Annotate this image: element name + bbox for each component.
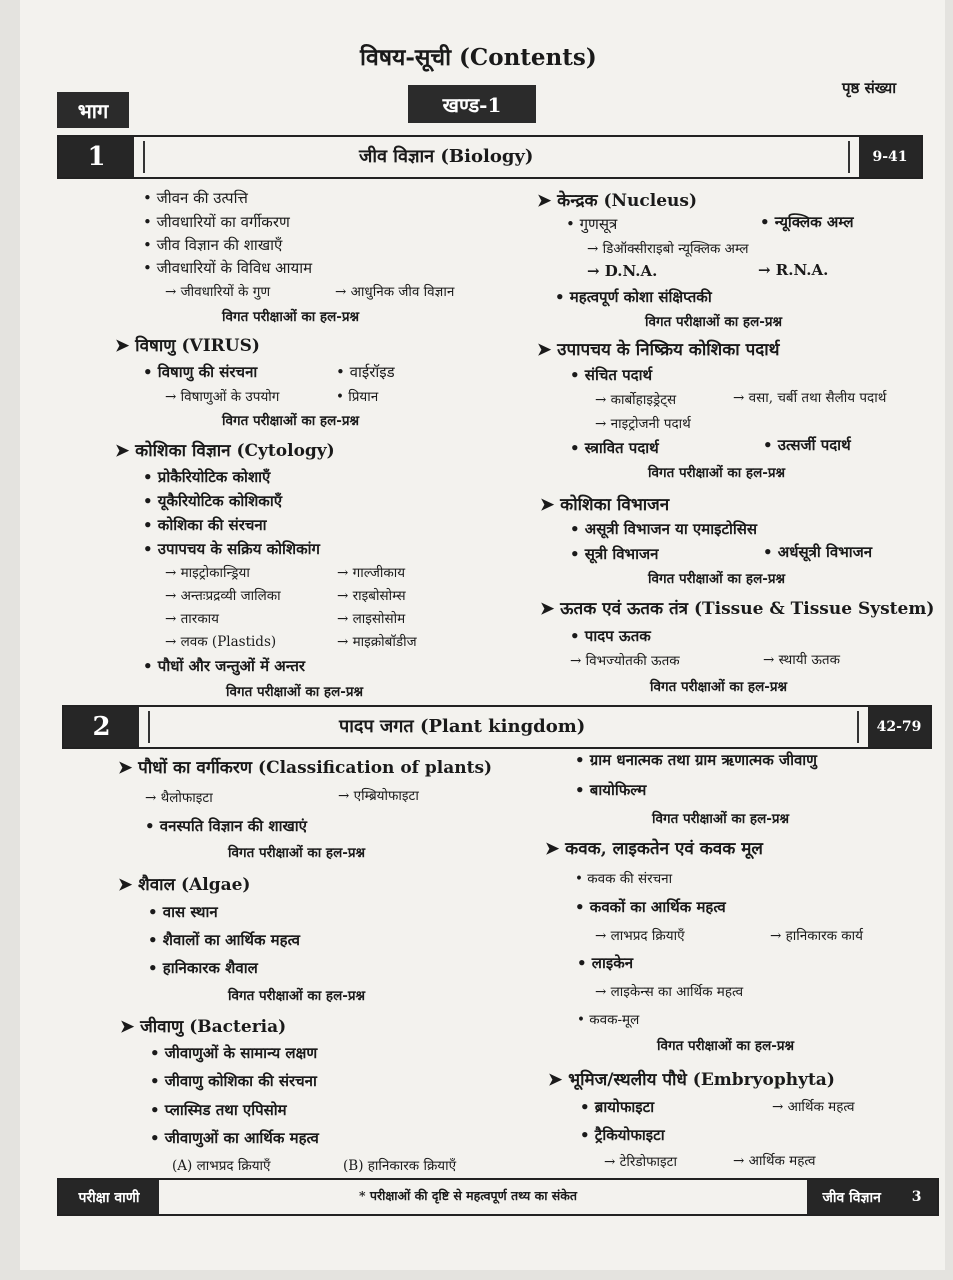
previous-questions: विगत परीक्षाओं का हल-प्रश्न: [648, 571, 786, 587]
topic-heading: ➤ उपापचय के निष्क्रिय कोशिका पदार्थ: [537, 340, 780, 360]
list-item: • ग्राम धनात्मक तथा ग्राम ऋणात्मक जीवाणु: [575, 751, 818, 769]
section-2-bar: [62, 705, 932, 749]
previous-questions: विगत परीक्षाओं का हल-प्रश्न: [652, 811, 790, 827]
sub-item: → लाइसोसोम: [337, 611, 406, 627]
list-item: • बायोफिल्म: [575, 781, 647, 799]
previous-questions: विगत परीक्षाओं का हल-प्रश्न: [222, 309, 360, 325]
sub-item: → तारकाय: [165, 611, 220, 627]
section-title: पादप जगत (Plant kingdom): [339, 716, 586, 737]
sub-item: → जीवधारियों के गुण: [165, 284, 271, 300]
sub-item: (B) हानिकारक क्रियाएँ: [343, 1158, 457, 1174]
sub-item: → वसा, चर्बी तथा सैलीय पदार्थ: [733, 390, 887, 406]
previous-questions: विगत परीक्षाओं का हल-प्रश्न: [222, 413, 360, 429]
list-item: • यूकैरियोटिक कोशिकाएँ: [143, 492, 283, 510]
list-item: • जीवाणुओं के सामान्य लक्षण: [150, 1044, 318, 1062]
topic-heading: ➤ विषाणु (VIRUS): [115, 336, 260, 356]
footer-note: * परीक्षाओं की दृष्टि से महत्वपूर्ण तथ्य का संकेत: [359, 1188, 577, 1203]
sub-item: → D.N.A.: [587, 262, 658, 280]
topic-heading: ➤ भूमिज/स्थलीय पौधे (Embryophyta): [548, 1070, 835, 1090]
list-item: • कवकों का आर्थिक महत्व: [575, 898, 726, 916]
list-item: • प्रोकैरियोटिक कोशाएँ: [143, 468, 271, 486]
topic-heading: ➤ जीवाणु (Bacteria): [120, 1017, 287, 1037]
list-item: • कोशिका की संरचना: [143, 516, 267, 534]
list-item: • कवक की संरचना: [575, 871, 673, 887]
sub-item: → आर्थिक महत्व: [772, 1099, 855, 1115]
topic-heading: ➤ ऊतक एवं ऊतक तंत्र (Tissue & Tissue System): [540, 599, 935, 619]
bhag-label: भाग: [57, 92, 129, 128]
topic-heading: ➤ कोशिका विभाजन: [540, 495, 670, 515]
list-item: • अर्धसूत्री विभाजन: [763, 543, 873, 561]
list-item: • स्त्रावित पदार्थ: [570, 439, 659, 457]
sub-item: → डिऑक्सीराइबो न्यूक्लिक अम्ल: [587, 241, 749, 257]
list-item: • जीव विज्ञान की शाखाएँ: [143, 236, 283, 254]
topic-heading: ➤ केन्द्रक (Nucleus): [537, 191, 698, 211]
divider: [143, 141, 145, 173]
sub-item: → हानिकारक कार्य: [770, 928, 863, 944]
topic-heading: ➤ कोशिका विज्ञान (Cytology): [115, 441, 335, 461]
sub-item: → लाभप्रद क्रियाएँ: [595, 928, 685, 944]
divider: [857, 711, 859, 743]
sub-item: (A) लाभप्रद क्रियाएँ: [172, 1158, 271, 1174]
list-item: • उपापचय के सक्रिय कोशिकांग: [143, 540, 320, 558]
list-item: • महत्वपूर्ण कोशा संक्षिप्तकी: [555, 288, 712, 306]
list-item: • जीवाणु कोशिका की संरचना: [150, 1072, 317, 1090]
sub-item: → लाइकेन्स का आर्थिक महत्व: [595, 984, 744, 1000]
list-item: • कवक-मूल: [577, 1012, 640, 1028]
topic-heading: ➤ पौधों का वर्गीकरण (Classification of plants): [118, 758, 493, 778]
page-number-heading: पृष्ठ संख्या: [842, 79, 897, 97]
list-item: • हानिकारक शैवाल: [148, 959, 258, 977]
sub-item: → राइबोसोम्स: [337, 588, 406, 604]
list-item: • वाईरॉइड: [336, 363, 395, 381]
page-range: 9-41: [859, 137, 921, 177]
footer-subject: जीव विज्ञान: [822, 1189, 881, 1206]
list-item: • सूत्री विभाजन: [570, 545, 659, 563]
list-item: • विषाणु की संरचना: [143, 363, 258, 381]
sub-item: → अन्तःप्रद्रव्यी जालिका: [165, 588, 281, 604]
footer-publisher: परीक्षा वाणी: [59, 1180, 159, 1214]
list-item: • वास स्थान: [148, 903, 218, 921]
previous-questions: विगत परीक्षाओं का हल-प्रश्न: [228, 988, 366, 1004]
topic-heading: ➤ कवक, लाइकतेन एवं कवक मूल: [545, 839, 763, 859]
divider: [148, 711, 150, 743]
section-number: 2: [64, 707, 139, 747]
sub-item: → माइट्रोकान्ड्रिया: [165, 565, 250, 581]
sub-item: → थैलोफाइटा: [145, 790, 213, 806]
list-item: • जीवधारियों के विविध आयाम: [143, 259, 313, 277]
footer-right: [807, 1180, 937, 1214]
sub-item: → एम्ब्रियोफाइटा: [338, 788, 419, 804]
sub-item: → स्थायी ऊतक: [763, 652, 840, 668]
sub-item: → R.N.A.: [758, 261, 829, 279]
khand-label: खण्ड-1: [408, 85, 536, 123]
sub-item: → विषाणुओं के उपयोग: [165, 389, 280, 405]
section-number: 1: [59, 137, 134, 177]
sub-item: → माइक्रोबॉडीज: [337, 634, 417, 650]
list-item: • संचित पदार्थ: [570, 366, 653, 384]
section-1-bar: [57, 135, 923, 179]
page-range: 42-79: [868, 707, 930, 747]
list-item: • प्रियान: [336, 389, 379, 405]
list-item: • न्यूक्लिक अम्ल: [760, 213, 854, 231]
list-item: • पादप ऊतक: [570, 627, 651, 645]
previous-questions: विगत परीक्षाओं का हल-प्रश्न: [645, 314, 783, 330]
list-item: • वनस्पति विज्ञान की शाखाएं: [145, 817, 307, 835]
page-title: विषय-सूची (Contents): [360, 44, 597, 71]
footer-bar: [57, 1178, 939, 1216]
list-item: • जीवन की उत्पत्ति: [143, 189, 248, 207]
sub-item: → कार्बोहाइड्रेट्स: [595, 392, 677, 408]
list-item: • शैवालों का आर्थिक महत्व: [148, 931, 300, 949]
sub-item: → नाइट्रोजनी पदार्थ: [595, 416, 691, 432]
list-item: • पौधों और जन्तुओं में अन्तर: [143, 657, 306, 675]
previous-questions: विगत परीक्षाओं का हल-प्रश्न: [228, 845, 366, 861]
list-item: • गुणसूत्र: [566, 215, 618, 233]
sub-item: → टेरिडोफाइटा: [604, 1154, 677, 1170]
previous-questions: विगत परीक्षाओं का हल-प्रश्न: [226, 684, 364, 700]
list-item: • उत्सर्जी पदार्थ: [763, 436, 851, 454]
list-item: • असूत्री विभाजन या एमाइटोसिस: [570, 520, 758, 538]
list-item: • जीवाणुओं का आर्थिक महत्व: [150, 1129, 319, 1147]
divider: [848, 141, 850, 173]
sub-item: → गाल्जीकाय: [337, 565, 406, 581]
sub-item: → आर्थिक महत्व: [733, 1153, 816, 1169]
sub-item: → आधुनिक जीव विज्ञान: [335, 284, 455, 300]
topic-heading: ➤ शैवाल (Algae): [118, 875, 251, 895]
previous-questions: विगत परीक्षाओं का हल-प्रश्न: [657, 1038, 795, 1054]
list-item: • जीवधारियों का वर्गीकरण: [143, 213, 290, 231]
list-item: • ट्रैकियोफाइटा: [580, 1126, 665, 1144]
sub-item: → लवक (Plastids): [165, 634, 277, 650]
footer-page-number: 3: [911, 1189, 922, 1205]
list-item: • लाइकेन: [577, 954, 634, 972]
sub-item: → विभज्योतकी ऊतक: [570, 653, 680, 669]
list-item: • प्लास्मिड तथा एपिसोम: [150, 1101, 287, 1119]
previous-questions: विगत परीक्षाओं का हल-प्रश्न: [650, 679, 788, 695]
previous-questions: विगत परीक्षाओं का हल-प्रश्न: [648, 465, 786, 481]
list-item: • ब्रायोफाइटा: [580, 1098, 655, 1116]
section-title: जीव विज्ञान (Biology): [359, 146, 534, 167]
